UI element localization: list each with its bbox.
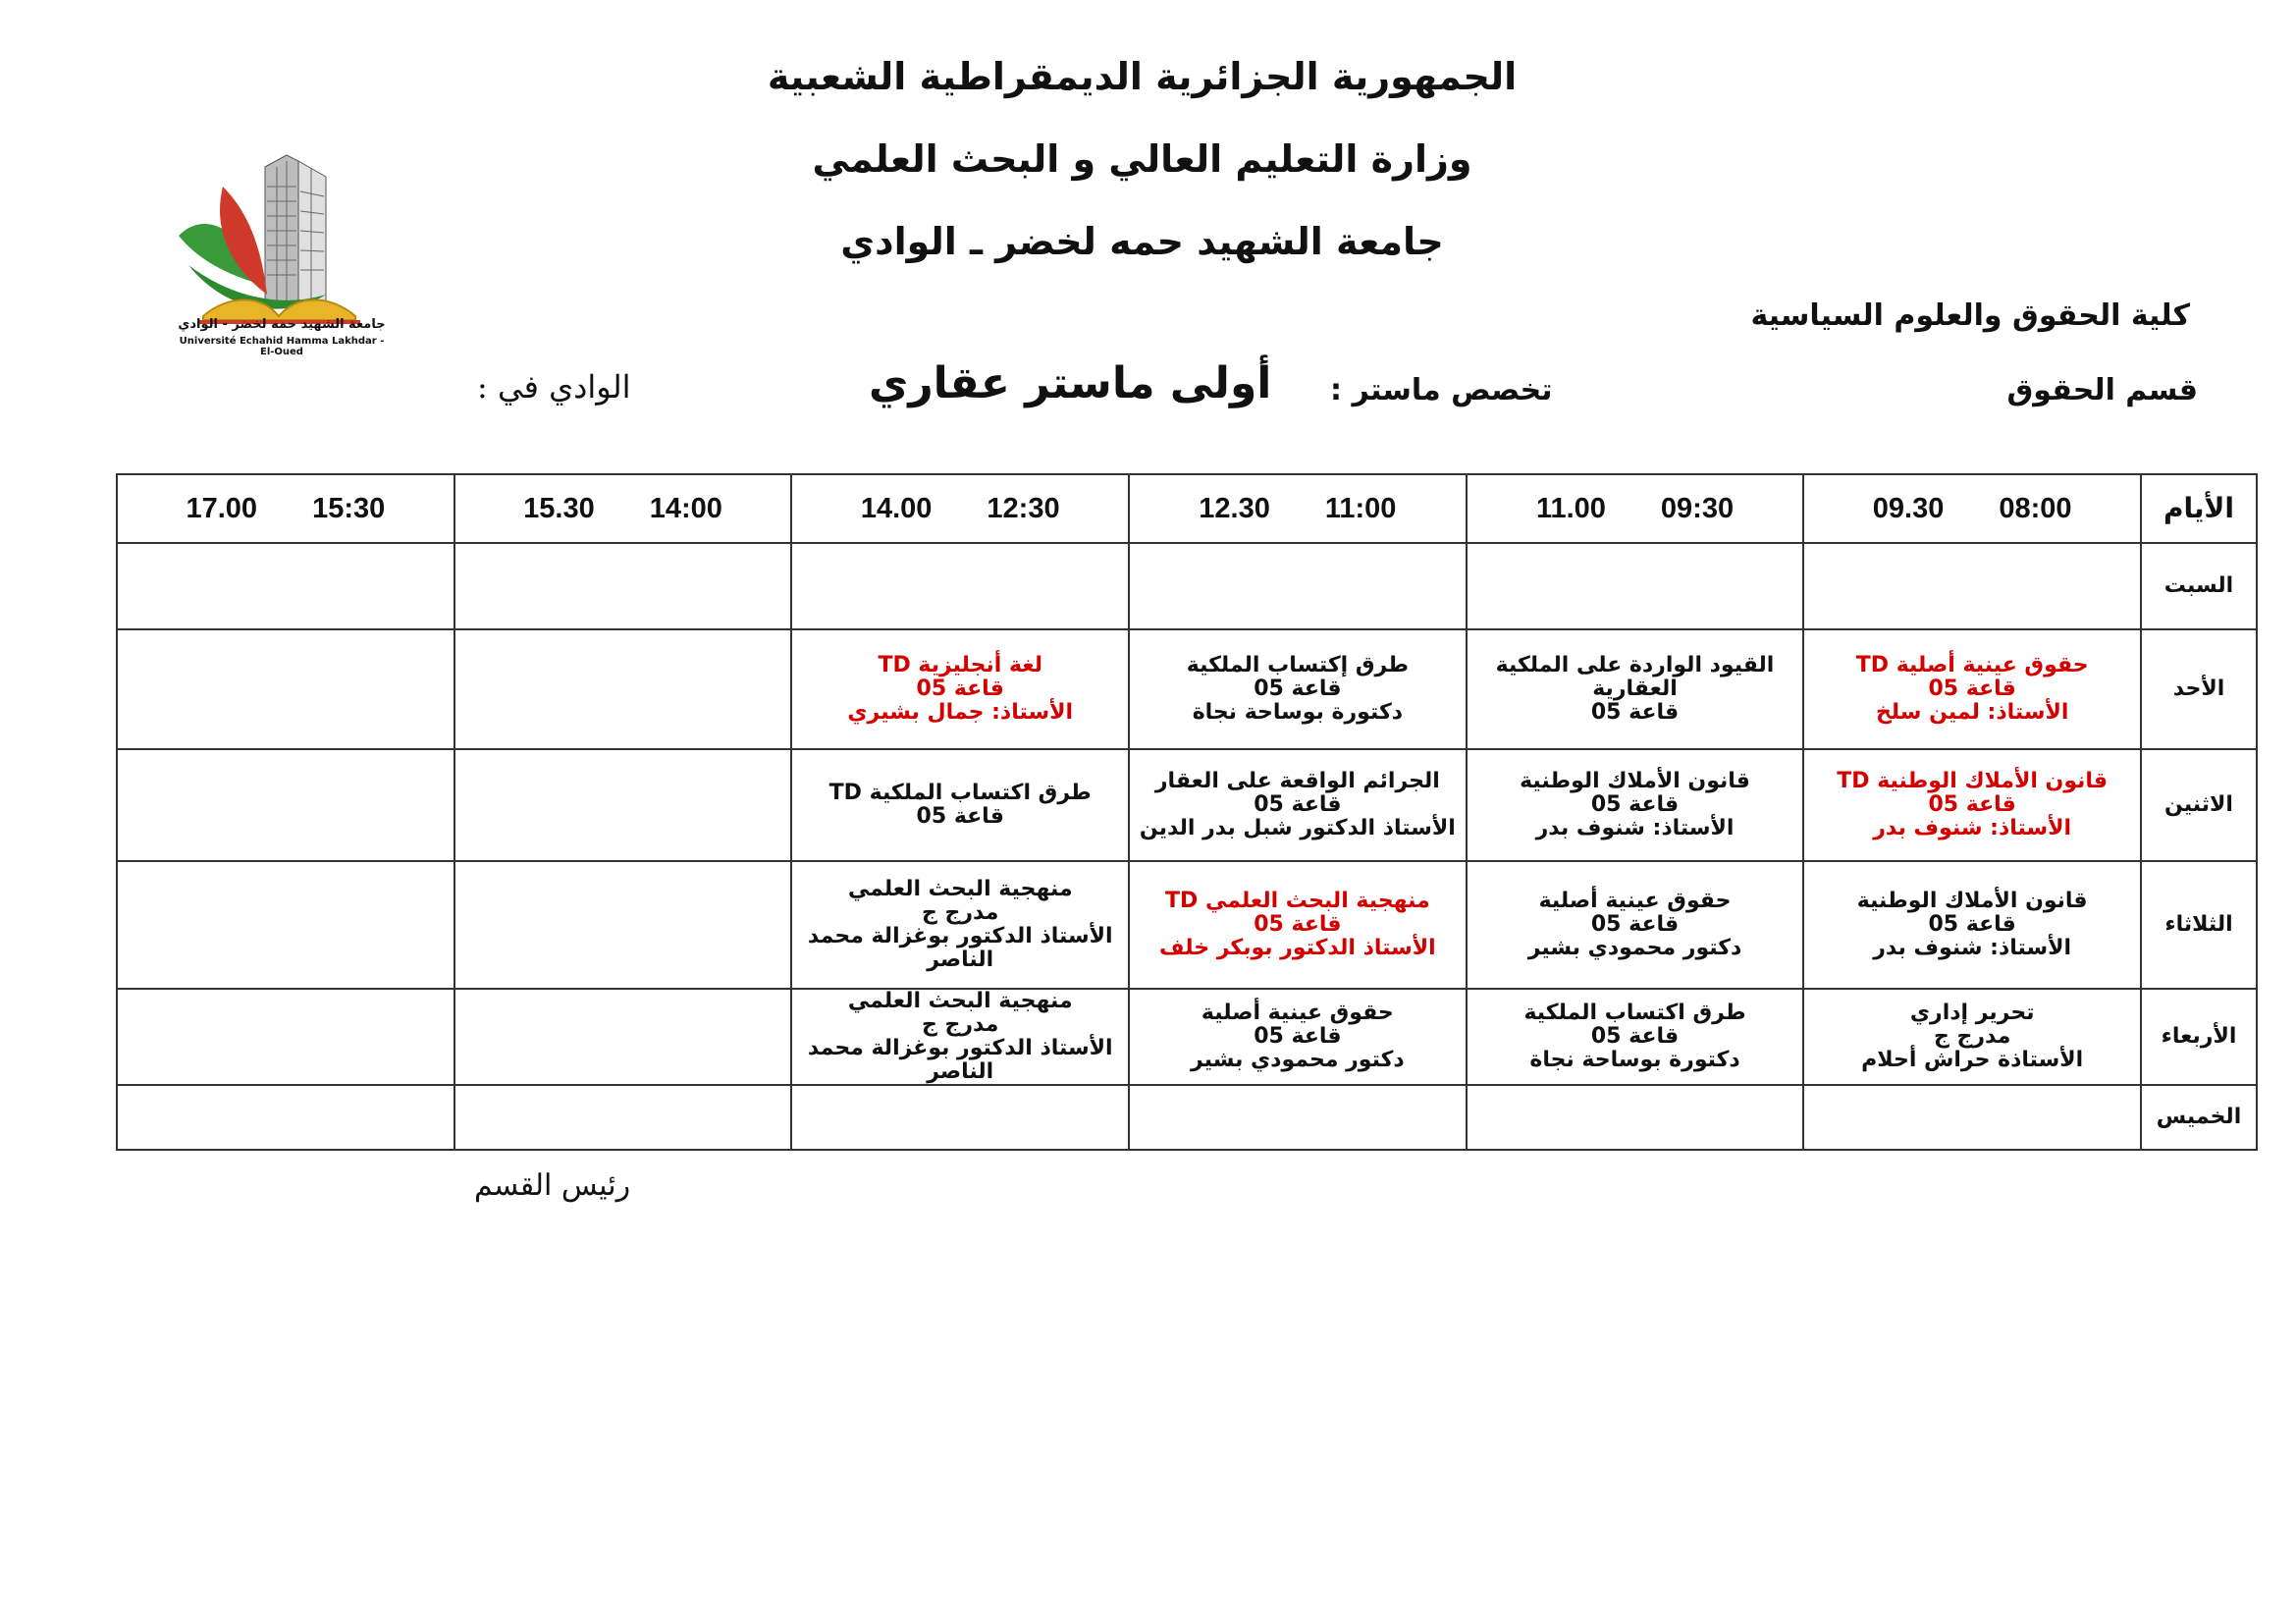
session-cell — [1803, 861, 2141, 989]
session-cell — [1467, 749, 1804, 861]
course-name: منهجية البحث العلمي — [847, 989, 1073, 1013]
room-name: قاعة 05 — [916, 804, 1004, 829]
session-cell — [1467, 861, 1804, 989]
course-name: لغة أنجليزية TD — [878, 653, 1042, 677]
course-name: طرق إكتساب الملكية — [1186, 653, 1409, 677]
teacher-name: الأستاذ الدكتور بوغزالة محمد الناصر — [807, 924, 1113, 972]
slot-header: 11:0012.30 — [1129, 474, 1467, 543]
session-cell — [1467, 543, 1804, 629]
session-cell — [117, 749, 454, 861]
teacher-name: الأستاذ: شنوف بدر — [1873, 936, 2072, 960]
room-name: قاعة 05 — [1254, 792, 1342, 817]
session-cell — [1129, 543, 1467, 629]
table-row — [117, 629, 2257, 749]
day-cell: الخميس — [2141, 1085, 2257, 1150]
room-name: قاعة 05 — [1928, 792, 2016, 817]
session-cell — [791, 1085, 1129, 1150]
room-name: قاعة 05 — [1590, 700, 1680, 725]
room-name: مدرج ج — [1933, 1024, 2011, 1049]
session-cell — [1803, 1085, 2141, 1150]
course-name: طرق اكتساب الملكية TD — [828, 781, 1092, 805]
day-cell: الثلاثاء — [2141, 861, 2257, 989]
teacher-name: الأستاذ الدكتور شبل بدر الدين — [1139, 816, 1456, 840]
room-name: قاعة 05 — [1254, 912, 1342, 937]
session-cell — [791, 629, 1129, 749]
course-name: حقوق عينية أصلية TD — [1855, 653, 2089, 677]
slot-header: 12:3014.00 — [791, 474, 1129, 543]
room-name: مدرج ج — [922, 900, 999, 925]
timetable — [116, 473, 2258, 1151]
day-cell: الأربعاء — [2141, 989, 2257, 1085]
teacher-name: الأستاذ: لمين سلخ — [1875, 700, 2069, 725]
slot-header: 15:3017.00 — [117, 474, 454, 543]
session-cell — [117, 543, 454, 629]
department-name: قسم الحقوق — [2006, 373, 2198, 407]
session-cell — [454, 629, 792, 749]
republic-title: الجمهورية الجزائرية الديمقراطية الشعبية — [767, 55, 1518, 98]
teacher-name: الأستاذة حراش أحلام — [1861, 1048, 2084, 1072]
course-name: قانون الأملاك الوطنية TD — [1837, 769, 2109, 793]
day-cell: الأحد — [2141, 629, 2257, 749]
course-name: منهجية البحث العلمي — [847, 877, 1073, 901]
session-cell — [1467, 989, 1804, 1085]
course-name: تحرير إداري — [1909, 1001, 2035, 1025]
department-head-signature-label: رئيس القسم — [474, 1168, 631, 1203]
session-cell — [1129, 749, 1467, 861]
slot-header: 14:0015.30 — [454, 474, 792, 543]
teacher-name: دكتورة بوساحة نجاة — [1192, 700, 1404, 725]
teacher-name: دكتور محمودي بشير — [1191, 1048, 1405, 1072]
table-row — [117, 989, 2257, 1085]
course-name: طرق اكتساب الملكية — [1523, 1001, 1746, 1025]
timetable-header-row — [117, 474, 2257, 543]
room-name: قاعة 05 — [1254, 1024, 1342, 1049]
teacher-name: دكتور محمودي بشير — [1527, 936, 1742, 960]
room-name: قاعة 05 — [1590, 912, 1680, 937]
table-row — [117, 543, 2257, 629]
room-name: قاعة 05 — [1590, 1024, 1680, 1049]
room-name: قاعة 05 — [1928, 677, 2016, 701]
teacher-name: الأستاذ: جمال بشيري — [847, 700, 1074, 725]
logo-caption-fr: Université Echahid Hamma Lakhdar - El-Oued — [179, 336, 385, 357]
session-cell — [791, 989, 1129, 1085]
specialization-value: أولى ماستر عقاري — [869, 358, 1272, 408]
room-name: قاعة 05 — [1928, 912, 2016, 937]
room-name: مدرج ج — [922, 1012, 999, 1037]
session-cell — [454, 861, 792, 989]
session-cell — [1803, 629, 2141, 749]
session-cell — [791, 861, 1129, 989]
day-cell: الاثنين — [2141, 749, 2257, 861]
session-cell — [454, 543, 792, 629]
ministry-title: وزارة التعليم العالي و البحث العلمي — [812, 137, 1472, 181]
day-cell: السبت — [2141, 543, 2257, 629]
session-cell — [454, 749, 792, 861]
days-header: الأيام — [2141, 474, 2257, 543]
course-name: حقوق عينية أصلية — [1538, 889, 1732, 913]
course-name: حقوق عينية أصلية — [1201, 1001, 1394, 1025]
teacher-name: الأستاذ الدكتور بوبكر خلف — [1159, 936, 1436, 960]
session-cell — [454, 1085, 792, 1150]
course-name: قانون الأملاك الوطنية — [1520, 769, 1750, 793]
session-cell — [1129, 861, 1467, 989]
session-cell — [117, 1085, 454, 1150]
teacher-name: الأستاذ: شنوف بدر — [1535, 816, 1735, 840]
place-date-label: الوادي في : — [477, 368, 631, 406]
session-cell — [1129, 989, 1467, 1085]
course-name: قانون الأملاك الوطنية — [1856, 889, 2088, 913]
room-name: قاعة 05 — [1254, 677, 1342, 701]
room-name: قاعة 05 — [916, 677, 1004, 701]
teacher-name: الأستاذ: شنوف بدر — [1873, 816, 2072, 840]
course-name: الجرائم الواقعة على العقار — [1154, 769, 1440, 793]
session-cell — [454, 989, 792, 1085]
session-cell — [117, 989, 454, 1085]
room-name: قاعة 05 — [1590, 792, 1680, 817]
logo-caption-ar: جامعة الشهيد حمه لخضر - الوادي — [178, 317, 386, 332]
table-row — [117, 749, 2257, 861]
university-title: جامعة الشهيد حمه لخضر ـ الوادي — [840, 220, 1444, 263]
session-cell — [1467, 629, 1804, 749]
slot-header: 09:3011.00 — [1467, 474, 1804, 543]
teacher-name: دكتورة بوساحة نجاة — [1529, 1048, 1740, 1072]
session-cell — [117, 861, 454, 989]
faculty-name: كلية الحقوق والعلوم السياسية — [1750, 298, 2190, 333]
session-cell — [117, 629, 454, 749]
session-cell — [791, 543, 1129, 629]
session-cell — [1803, 749, 2141, 861]
session-cell — [1467, 1085, 1804, 1150]
specialization-label: تخصص ماستر : — [1330, 373, 1553, 407]
session-cell — [1803, 989, 2141, 1085]
session-cell — [791, 749, 1129, 861]
course-name: القيود الواردة على الملكية العقارية — [1495, 653, 1775, 701]
table-row — [117, 861, 2257, 989]
teacher-name: الأستاذ الدكتور بوغزالة محمد الناصر — [807, 1036, 1113, 1084]
session-cell — [1129, 1085, 1467, 1150]
course-name: منهجية البحث العلمي TD — [1165, 889, 1430, 913]
slot-header: 08:0009.30 — [1803, 474, 2141, 543]
session-cell — [1129, 629, 1467, 749]
table-row — [117, 1085, 2257, 1150]
session-cell — [1803, 543, 2141, 629]
